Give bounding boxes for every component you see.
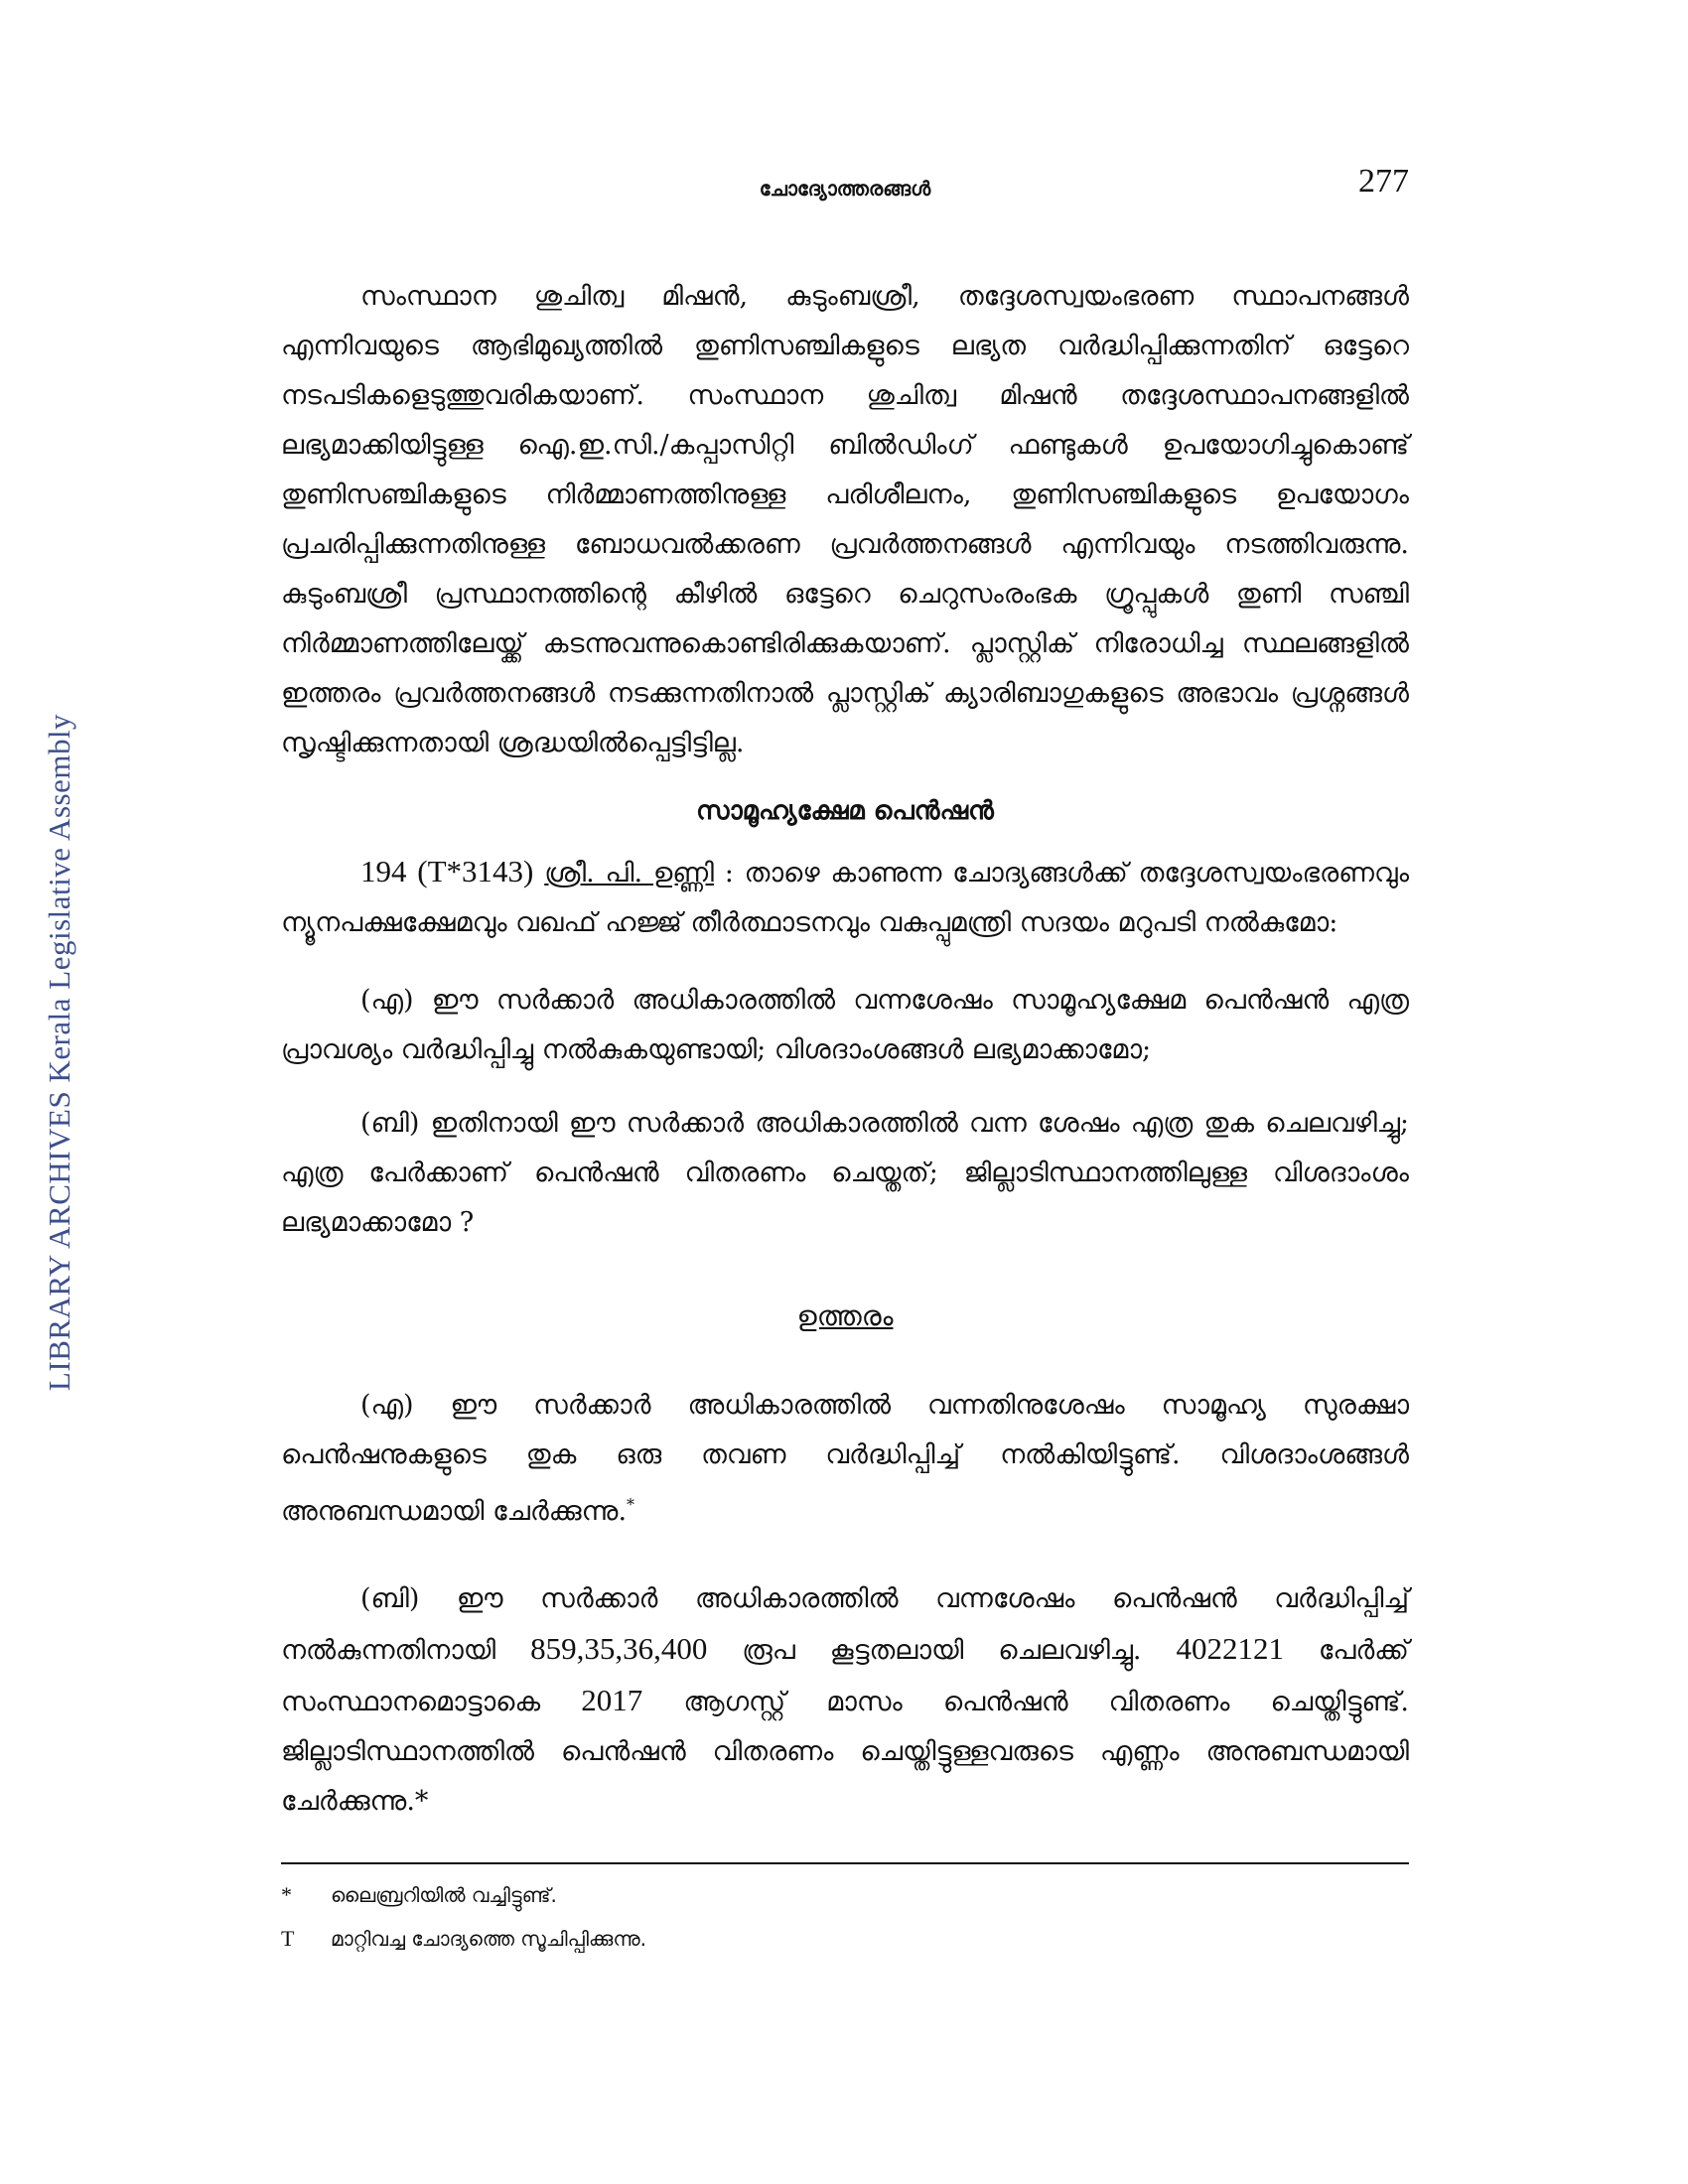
answer-part-b-text-4: ആഗസ്റ്റ് മാസം പെൻഷൻ വിതരണം ചെയ്തിട്ടുണ്ട്. ജില്ലാടിസ്ഥാനത്തിൽ പെൻഷൻ വിതരണം ചെയ്തിട്ടുള്ളവരുടെ എണ്ണം അനുബന്ധമായി ചേർക്കുന്നു.*	[281, 1687, 1409, 1817]
question-part-b: (ബി) ഇതിനായി ഈ സർക്കാർ അധികാരത്തിൽ വന്ന ശേഷം എത്ര തുക ചെലവഴിച്ചു; എത്ര പേർക്കാണ് പെൻഷൻ വിതരണം ചെയ്തത്; ജില്ലാടിസ്ഥാനത്തിലുള്ള വിശദാംശം ലഭ്യമാക്കാമോ ?	[281, 1108, 1409, 1238]
question-part-a: (എ) ഈ സർക്കാർ അധികാരത്തിൽ വന്നശേഷം സാമൂഹ്യക്ഷേമ പെൻഷൻ എത്ര പ്രാവശ്യം വർദ്ധിപ്പിച്ചു നൽകുകയുണ്ടായി; വിശദാംശങ്ങൾ ലഭ്യമാക്കാമോ;	[281, 985, 1409, 1065]
answer-part-b-text-1: (ബി) ഈ സർക്കാർ അധികാരത്തിൽ വന്നശേഷം പെൻഷൻ വർദ്ധിപ്പിച്ച് നൽകുന്നതിനായി	[281, 1583, 1409, 1666]
running-header	[281, 159, 1409, 218]
footnote-item	[281, 1926, 1409, 1952]
footnote-item	[281, 1882, 1409, 1908]
archive-watermark: LIBRARY ARCHIVES Kerala Legislative Assembly	[42, 713, 76, 1392]
intro-paragraph: സംസ്ഥാന ശുചിത്വ മിഷൻ, കുടുംബശ്രീ, തദ്ദേശസ്വയംഭരണ സ്ഥാപനങ്ങൾ എന്നിവയുടെ ആഭിമുഖ്യത്തിൽ തുണിസഞ്ചികളുടെ ലഭ്യത വർദ്ധിപ്പിക്കുന്നതിന് ഒട്ടേറെ നടപടികളെടുത്തുവരികയാണ്. സംസ്ഥാന ശുചിത്വ മിഷൻ തദ്ദേശസ്ഥാപനങ്ങളിൽ ലഭ്യമാക്കിയിട്ടുള്ള ഐ.ഇ.സി./കപ്പാസിറ്റി ബിൽഡിംഗ് ഫണ്ടുകൾ ഉപയോഗിച്ചുകൊണ്ട് തുണിസഞ്ചികളുടെ നിർമ്മാണത്തിനുള്ള പരിശീലനം, തുണിസഞ്ചികളുടെ ഉപയോഗം പ്രചരിപ്പിക്കുന്നതിനുള്ള ബോധവൽക്കരണ പ്രവർത്തനങ്ങൾ എന്നിവയും നടത്തിവരുന്നു. കുടുംബശ്രീ പ്രസ്ഥാനത്തിന്റെ കീഴിൽ ഒട്ടേറെ ചെറുസംരംഭക ഗ്രൂപ്പുകൾ തുണി സഞ്ചി നിർമ്മാണത്തിലേയ്ക്ക് കടന്നുവന്നുകൊണ്ടിരിക്കുകയാണ്. പ്ലാസ്റ്റിക് നിരോധിച്ച സ്ഥലങ്ങളിൽ ഇത്തരം പ്രവർത്തനങ്ങൾ നടക്കുന്നതിനാൽ പ്ലാസ്റ്റിക് ക്യാരിബാഗുകളുടെ അഭാവം പ്രശ്നങ്ങൾ സൃഷ്ടിക്കുന്നതായി ശ്രദ്ധയിൽപ്പെട്ടിട്ടില്ല.	[281, 281, 1409, 758]
question-text: താഴെ കാണുന്ന ചോദ്യങ്ങൾക്ക് തദ്ദേശസ്വയംഭരണവും ന്യൂനപക്ഷക്ഷേമവും വഖഫ് ഹജ്ജ് തീർത്ഥാടനവും വകുപ്പുമന്ത്രി സദയം മറുപടി നൽകുമോ:	[281, 858, 1410, 938]
beneficiaries-count: 4022121	[1176, 1631, 1284, 1666]
footnote-mark: *	[281, 1882, 292, 1907]
amount-value: 859,35,36,400	[530, 1631, 708, 1666]
footnote-ref-mark: *	[627, 1495, 635, 1514]
footnote-text: ലൈബ്രറിയിൽ വച്ചിട്ടുണ്ട്.	[331, 1883, 557, 1907]
answer-part-a	[281, 1381, 1409, 1537]
answer-part-b-text-3: പേർക്ക് സംസ്ഥാനമൊട്ടാകെ	[281, 1635, 1409, 1717]
answer-part-a-text: (എ) ഈ സർക്കാർ അധികാരത്തിൽ വന്നതിനുശേഷം സാമൂഹ്യ സുരക്ഷാ പെൻഷനുകളുടെ തുക ഒരു തവണ വർദ്ധിപ്പിച്ച് നൽകിയിട്ടുണ്ട്. വിശദാംശങ്ങൾ അനുബന്ധമായി ചേർക്കുന്നു.	[281, 1390, 1409, 1527]
footnote-text: മാറ്റിവച്ച ചോദ്യത്തെ സൂചിപ്പിക്കുന്നു.	[331, 1927, 646, 1951]
question-ref: (T*3143)	[417, 854, 534, 888]
question-separator: :	[724, 858, 734, 888]
answer-heading: ഉത്തരം	[796, 1299, 894, 1332]
year-value: 2017	[581, 1683, 643, 1717]
answer-part-b-text-2: രൂപ കൂട്ടതലായി ചെലവഴിച്ചു.	[742, 1635, 1142, 1666]
running-header-title: ചോദ്യോത്തരങ്ങൾ	[759, 177, 931, 201]
section-heading: സാമൂഹ്യക്ഷേമ പെൻഷൻ	[696, 796, 994, 826]
question-paragraph	[281, 847, 1409, 948]
footnote-mark: T	[281, 1926, 295, 1951]
question-number: 194	[360, 854, 407, 888]
page-number: 277	[1358, 163, 1409, 200]
document-page	[281, 159, 1409, 1952]
footnote-divider	[281, 1862, 1409, 1864]
answer-part-b	[281, 1574, 1409, 1827]
member-name: ശ്രീ. പി. ഉണ്ണി	[544, 858, 714, 888]
